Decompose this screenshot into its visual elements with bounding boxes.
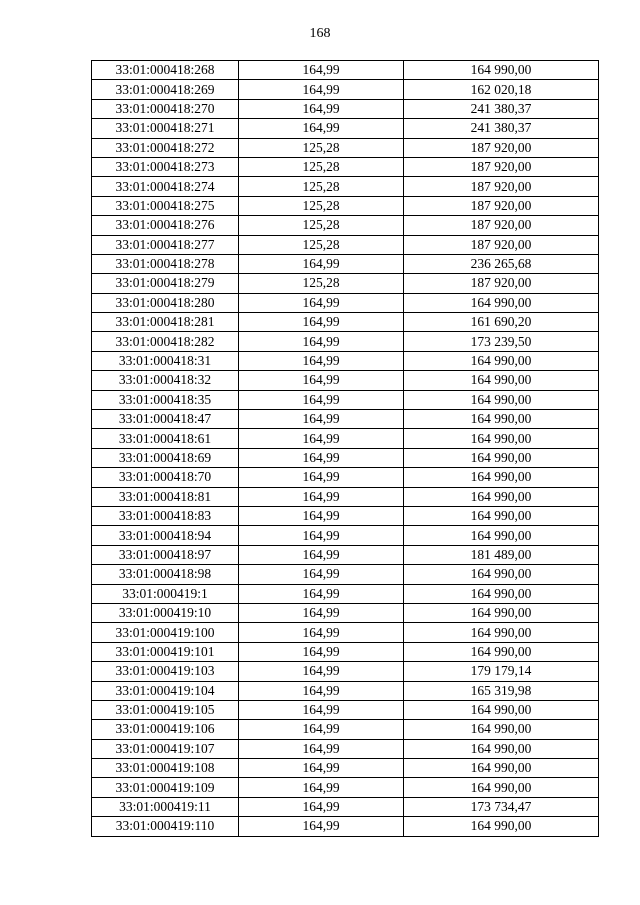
value-cell: 187 920,00 bbox=[404, 274, 599, 293]
value-cell: 162 020,18 bbox=[404, 80, 599, 99]
area-cell: 164,99 bbox=[239, 506, 404, 525]
table-row bbox=[92, 332, 599, 351]
cadastral-number-cell: 33:01:000418:270 bbox=[92, 99, 239, 118]
area-cell: 125,28 bbox=[239, 138, 404, 157]
table-row bbox=[92, 448, 599, 467]
area-cell: 164,99 bbox=[239, 487, 404, 506]
table-row bbox=[92, 487, 599, 506]
table-row bbox=[92, 216, 599, 235]
area-cell: 164,99 bbox=[239, 371, 404, 390]
value-cell: 164 990,00 bbox=[404, 565, 599, 584]
cadastral-number-cell: 33:01:000419:107 bbox=[92, 739, 239, 758]
cadastral-number-cell: 33:01:000418:275 bbox=[92, 196, 239, 215]
area-cell: 164,99 bbox=[239, 797, 404, 816]
area-cell: 164,99 bbox=[239, 119, 404, 138]
value-cell: 187 920,00 bbox=[404, 196, 599, 215]
data-table bbox=[91, 60, 599, 837]
cadastral-number-cell: 33:01:000419:11 bbox=[92, 797, 239, 816]
area-cell: 164,99 bbox=[239, 565, 404, 584]
area-cell: 164,99 bbox=[239, 817, 404, 836]
table-row bbox=[92, 700, 599, 719]
table-row bbox=[92, 506, 599, 525]
area-cell: 164,99 bbox=[239, 468, 404, 487]
table-row bbox=[92, 468, 599, 487]
cadastral-number-cell: 33:01:000419:100 bbox=[92, 623, 239, 642]
value-cell: 173 239,50 bbox=[404, 332, 599, 351]
cadastral-number-cell: 33:01:000418:276 bbox=[92, 216, 239, 235]
area-cell: 164,99 bbox=[239, 584, 404, 603]
area-cell: 125,28 bbox=[239, 274, 404, 293]
cadastral-number-cell: 33:01:000418:98 bbox=[92, 565, 239, 584]
cadastral-number-cell: 33:01:000418:282 bbox=[92, 332, 239, 351]
cadastral-number-cell: 33:01:000418:277 bbox=[92, 235, 239, 254]
cadastral-number-cell: 33:01:000418:274 bbox=[92, 177, 239, 196]
cadastral-number-cell: 33:01:000418:70 bbox=[92, 468, 239, 487]
table-row bbox=[92, 313, 599, 332]
value-cell: 241 380,37 bbox=[404, 119, 599, 138]
table-row bbox=[92, 778, 599, 797]
area-cell: 164,99 bbox=[239, 526, 404, 545]
cadastral-number-cell: 33:01:000418:272 bbox=[92, 138, 239, 157]
value-cell: 164 990,00 bbox=[404, 429, 599, 448]
cadastral-number-cell: 33:01:000419:105 bbox=[92, 700, 239, 719]
value-cell: 164 990,00 bbox=[404, 739, 599, 758]
cadastral-number-cell: 33:01:000418:31 bbox=[92, 351, 239, 370]
cadastral-number-cell: 33:01:000418:69 bbox=[92, 448, 239, 467]
area-cell: 125,28 bbox=[239, 157, 404, 176]
table-row bbox=[92, 196, 599, 215]
value-cell: 164 990,00 bbox=[404, 293, 599, 312]
cadastral-number-cell: 33:01:000418:32 bbox=[92, 371, 239, 390]
table-row bbox=[92, 157, 599, 176]
area-cell: 125,28 bbox=[239, 216, 404, 235]
area-cell: 164,99 bbox=[239, 545, 404, 564]
cadastral-number-cell: 33:01:000419:101 bbox=[92, 642, 239, 661]
cadastral-number-cell: 33:01:000418:61 bbox=[92, 429, 239, 448]
value-cell: 187 920,00 bbox=[404, 157, 599, 176]
value-cell: 164 990,00 bbox=[404, 61, 599, 80]
table-row bbox=[92, 623, 599, 642]
value-cell: 187 920,00 bbox=[404, 235, 599, 254]
area-cell: 164,99 bbox=[239, 739, 404, 758]
cadastral-number-cell: 33:01:000419:1 bbox=[92, 584, 239, 603]
cadastral-number-cell: 33:01:000418:271 bbox=[92, 119, 239, 138]
value-cell: 181 489,00 bbox=[404, 545, 599, 564]
area-cell: 164,99 bbox=[239, 313, 404, 332]
value-cell: 173 734,47 bbox=[404, 797, 599, 816]
table-row bbox=[92, 545, 599, 564]
table-row bbox=[92, 642, 599, 661]
cadastral-number-cell: 33:01:000418:81 bbox=[92, 487, 239, 506]
value-cell: 187 920,00 bbox=[404, 138, 599, 157]
area-cell: 164,99 bbox=[239, 390, 404, 409]
area-cell: 164,99 bbox=[239, 61, 404, 80]
cadastral-number-cell: 33:01:000419:10 bbox=[92, 603, 239, 622]
cadastral-number-cell: 33:01:000418:279 bbox=[92, 274, 239, 293]
cadastral-number-cell: 33:01:000419:104 bbox=[92, 681, 239, 700]
area-cell: 164,99 bbox=[239, 623, 404, 642]
table-row bbox=[92, 80, 599, 99]
value-cell: 164 990,00 bbox=[404, 584, 599, 603]
page-number: 168 bbox=[309, 26, 331, 41]
cadastral-number-cell: 33:01:000418:278 bbox=[92, 254, 239, 273]
cadastral-number-cell: 33:01:000418:97 bbox=[92, 545, 239, 564]
value-cell: 164 990,00 bbox=[404, 468, 599, 487]
table-body bbox=[92, 61, 599, 837]
area-cell: 164,99 bbox=[239, 293, 404, 312]
area-cell: 164,99 bbox=[239, 448, 404, 467]
cadastral-number-cell: 33:01:000419:110 bbox=[92, 817, 239, 836]
value-cell: 164 990,00 bbox=[404, 487, 599, 506]
table-row bbox=[92, 720, 599, 739]
value-cell: 187 920,00 bbox=[404, 177, 599, 196]
area-cell: 164,99 bbox=[239, 681, 404, 700]
value-cell: 164 990,00 bbox=[404, 526, 599, 545]
cadastral-number-cell: 33:01:000418:280 bbox=[92, 293, 239, 312]
table-row bbox=[92, 371, 599, 390]
cadastral-number-cell: 33:01:000419:108 bbox=[92, 759, 239, 778]
value-cell: 164 990,00 bbox=[404, 506, 599, 525]
cadastral-number-cell: 33:01:000418:94 bbox=[92, 526, 239, 545]
cadastral-number-cell: 33:01:000418:47 bbox=[92, 410, 239, 429]
area-cell: 164,99 bbox=[239, 254, 404, 273]
area-cell: 164,99 bbox=[239, 700, 404, 719]
value-cell: 241 380,37 bbox=[404, 99, 599, 118]
table-row bbox=[92, 177, 599, 196]
area-cell: 164,99 bbox=[239, 429, 404, 448]
value-cell: 236 265,68 bbox=[404, 254, 599, 273]
table-row bbox=[92, 681, 599, 700]
value-cell: 164 990,00 bbox=[404, 700, 599, 719]
area-cell: 164,99 bbox=[239, 759, 404, 778]
table-row bbox=[92, 99, 599, 118]
table-row bbox=[92, 293, 599, 312]
table-row bbox=[92, 235, 599, 254]
table-row bbox=[92, 797, 599, 816]
area-cell: 125,28 bbox=[239, 196, 404, 215]
cadastral-number-cell: 33:01:000418:281 bbox=[92, 313, 239, 332]
value-cell: 164 990,00 bbox=[404, 410, 599, 429]
cadastral-number-cell: 33:01:000418:35 bbox=[92, 390, 239, 409]
value-cell: 187 920,00 bbox=[404, 216, 599, 235]
cadastral-number-cell: 33:01:000418:273 bbox=[92, 157, 239, 176]
value-cell: 164 990,00 bbox=[404, 642, 599, 661]
cadastral-number-cell: 33:01:000418:269 bbox=[92, 80, 239, 99]
value-cell: 164 990,00 bbox=[404, 371, 599, 390]
area-cell: 164,99 bbox=[239, 603, 404, 622]
cadastral-number-cell: 33:01:000418:83 bbox=[92, 506, 239, 525]
table-row bbox=[92, 584, 599, 603]
area-cell: 164,99 bbox=[239, 642, 404, 661]
table-row bbox=[92, 61, 599, 80]
value-cell: 165 319,98 bbox=[404, 681, 599, 700]
table-row bbox=[92, 603, 599, 622]
table-row bbox=[92, 662, 599, 681]
table-row bbox=[92, 739, 599, 758]
value-cell: 164 990,00 bbox=[404, 390, 599, 409]
area-cell: 164,99 bbox=[239, 80, 404, 99]
area-cell: 164,99 bbox=[239, 662, 404, 681]
table-row bbox=[92, 119, 599, 138]
value-cell: 164 990,00 bbox=[404, 448, 599, 467]
table-row bbox=[92, 429, 599, 448]
cadastral-number-cell: 33:01:000419:103 bbox=[92, 662, 239, 681]
area-cell: 125,28 bbox=[239, 235, 404, 254]
area-cell: 164,99 bbox=[239, 778, 404, 797]
area-cell: 164,99 bbox=[239, 720, 404, 739]
area-cell: 164,99 bbox=[239, 351, 404, 370]
value-cell: 164 990,00 bbox=[404, 603, 599, 622]
area-cell: 125,28 bbox=[239, 177, 404, 196]
table-row bbox=[92, 274, 599, 293]
area-cell: 164,99 bbox=[239, 332, 404, 351]
cadastral-number-cell: 33:01:000419:106 bbox=[92, 720, 239, 739]
table-row bbox=[92, 759, 599, 778]
area-cell: 164,99 bbox=[239, 99, 404, 118]
table-row bbox=[92, 351, 599, 370]
cadastral-number-cell: 33:01:000419:109 bbox=[92, 778, 239, 797]
value-cell: 164 990,00 bbox=[404, 720, 599, 739]
table-row bbox=[92, 817, 599, 836]
table-row bbox=[92, 138, 599, 157]
table-row bbox=[92, 390, 599, 409]
value-cell: 164 990,00 bbox=[404, 778, 599, 797]
value-cell: 164 990,00 bbox=[404, 759, 599, 778]
value-cell: 161 690,20 bbox=[404, 313, 599, 332]
value-cell: 164 990,00 bbox=[404, 623, 599, 642]
area-cell: 164,99 bbox=[239, 410, 404, 429]
value-cell: 164 990,00 bbox=[404, 817, 599, 836]
table-row bbox=[92, 254, 599, 273]
value-cell: 179 179,14 bbox=[404, 662, 599, 681]
value-cell: 164 990,00 bbox=[404, 351, 599, 370]
table-row bbox=[92, 565, 599, 584]
cadastral-number-cell: 33:01:000418:268 bbox=[92, 61, 239, 80]
table-row bbox=[92, 410, 599, 429]
table-row bbox=[92, 526, 599, 545]
